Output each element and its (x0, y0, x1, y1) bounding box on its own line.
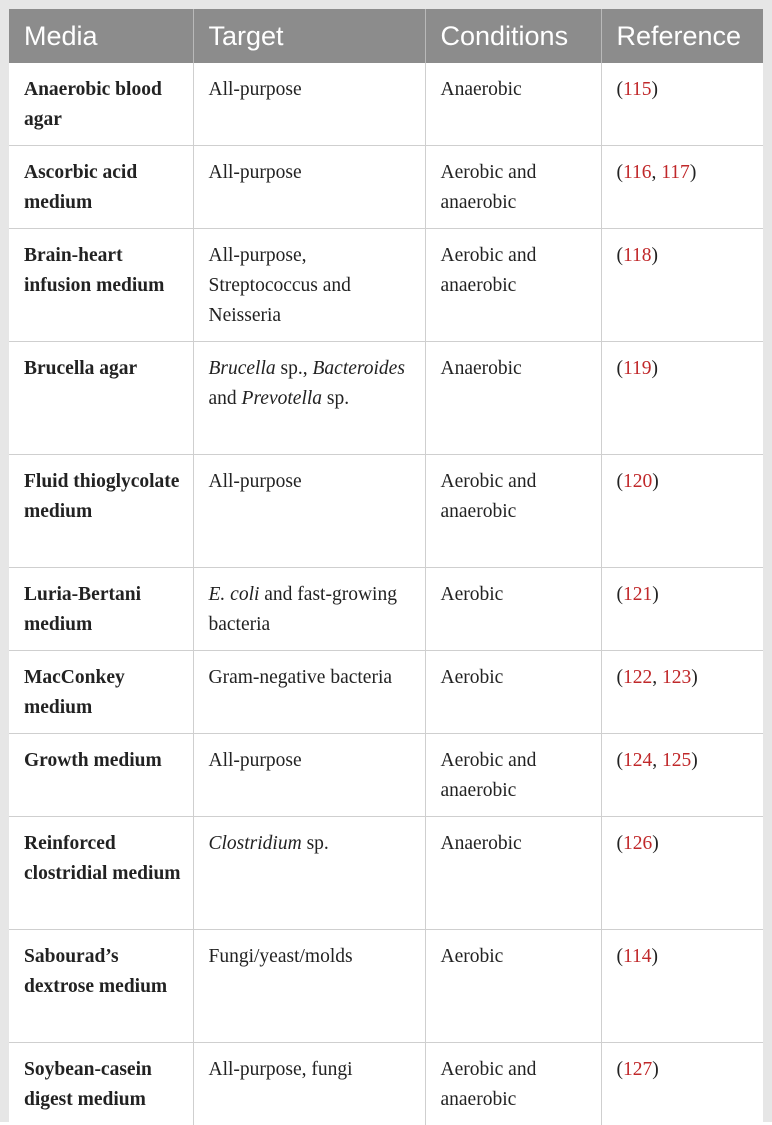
media-cell: MacConkey medium (9, 651, 193, 734)
target-text: sp. (302, 833, 329, 854)
conditions-cell: Aerobic and anaerobic (425, 146, 601, 229)
target-cell (193, 930, 425, 1043)
reference-cell: (126) (601, 817, 763, 930)
media-cell: Growth medium (9, 734, 193, 817)
reference-cell: (119) (601, 342, 763, 455)
reference-cell: (121) (601, 568, 763, 651)
media-cell: Ascorbic acid medium (9, 146, 193, 229)
media-cell: Reinforced clostridial medium (9, 817, 193, 930)
reference-link[interactable]: 125 (662, 750, 691, 771)
reference-link[interactable]: 120 (623, 471, 652, 492)
reference-cell: (114) (601, 930, 763, 1043)
reference-cell: (120) (601, 455, 763, 568)
media-cell: Brucella agar (9, 342, 193, 455)
reference-link[interactable]: 116 (623, 162, 652, 183)
reference-link[interactable]: 115 (623, 79, 652, 100)
reference-link[interactable]: 117 (661, 162, 690, 183)
reference-link[interactable]: 118 (623, 245, 652, 266)
conditions-cell: Aerobic (425, 651, 601, 734)
table-row (9, 63, 763, 146)
table-row (9, 1043, 763, 1125)
target-text: All-purpose (209, 471, 302, 492)
header-row (9, 9, 763, 63)
reference-link[interactable]: 122 (623, 667, 652, 688)
reference-cell: (115) (601, 63, 763, 146)
target-cell (193, 734, 425, 817)
target-text: and fast-growing bacteria (209, 584, 397, 635)
conditions-cell: Anaerobic (425, 63, 601, 146)
target-text: sp. (322, 388, 349, 409)
culture-media-table (9, 9, 763, 1125)
target-taxon: Clostridium (209, 833, 302, 854)
reference-link[interactable]: 121 (623, 584, 652, 605)
reference-link[interactable]: 123 (662, 667, 691, 688)
conditions-cell: Aerobic and anaerobic (425, 734, 601, 817)
conditions-cell: Anaerobic (425, 342, 601, 455)
table-row (9, 342, 763, 455)
table-row (9, 817, 763, 930)
target-cell (193, 651, 425, 734)
table-row (9, 455, 763, 568)
media-cell: Fluid thioglycolate medium (9, 455, 193, 568)
target-taxon: Bacteroides (313, 358, 405, 379)
target-cell (193, 455, 425, 568)
conditions-cell: Anaerobic (425, 817, 601, 930)
table-row (9, 146, 763, 229)
header-conditions: Conditions (425, 9, 601, 63)
target-cell (193, 342, 425, 455)
target-cell (193, 146, 425, 229)
reference-cell: (127) (601, 1043, 763, 1125)
conditions-cell: Aerobic and anaerobic (425, 229, 601, 342)
target-taxon: Prevotella (242, 388, 323, 409)
conditions-cell: Aerobic and anaerobic (425, 1043, 601, 1125)
header-reference: Reference (601, 9, 763, 63)
reference-link[interactable]: 114 (623, 946, 652, 967)
reference-link[interactable]: 127 (623, 1059, 652, 1080)
target-cell (193, 63, 425, 146)
reference-cell: (116, 117) (601, 146, 763, 229)
table-row (9, 229, 763, 342)
reference-cell: (122, 123) (601, 651, 763, 734)
target-text: sp., (276, 358, 313, 379)
target-cell (193, 817, 425, 930)
target-text: All-purpose (209, 79, 302, 100)
target-text: All-purpose (209, 750, 302, 771)
media-cell: Soybean-casein digest medium (9, 1043, 193, 1125)
target-cell (193, 229, 425, 342)
target-cell (193, 568, 425, 651)
table-row (9, 930, 763, 1043)
media-cell: Luria-Bertani medium (9, 568, 193, 651)
media-cell: Sabourad’s dextrose medium (9, 930, 193, 1043)
reference-link[interactable]: 124 (623, 750, 652, 771)
target-taxon: E. coli (209, 584, 260, 605)
reference-cell: (124, 125) (601, 734, 763, 817)
table-row (9, 651, 763, 734)
target-text: Fungi/yeast/molds (209, 946, 353, 967)
target-text: Gram-negative bacteria (209, 667, 393, 688)
media-cell: Anaerobic blood agar (9, 63, 193, 146)
conditions-cell: Aerobic (425, 568, 601, 651)
table-row (9, 568, 763, 651)
target-cell (193, 1043, 425, 1125)
table-row (9, 734, 763, 817)
reference-cell: (118) (601, 229, 763, 342)
target-text: All-purpose (209, 162, 302, 183)
conditions-cell: Aerobic and anaerobic (425, 455, 601, 568)
target-text: and (209, 388, 242, 409)
target-taxon: Brucella (209, 358, 276, 379)
target-text: All-purpose, Streptococcus and Neisseria (209, 245, 351, 326)
reference-link[interactable]: 126 (623, 833, 652, 854)
target-text: All-purpose, fungi (209, 1059, 353, 1080)
header-target: Target (193, 9, 425, 63)
reference-link[interactable]: 119 (623, 358, 652, 379)
media-cell: Brain-heart infusion medium (9, 229, 193, 342)
conditions-cell: Aerobic (425, 930, 601, 1043)
header-media: Media (9, 9, 193, 63)
